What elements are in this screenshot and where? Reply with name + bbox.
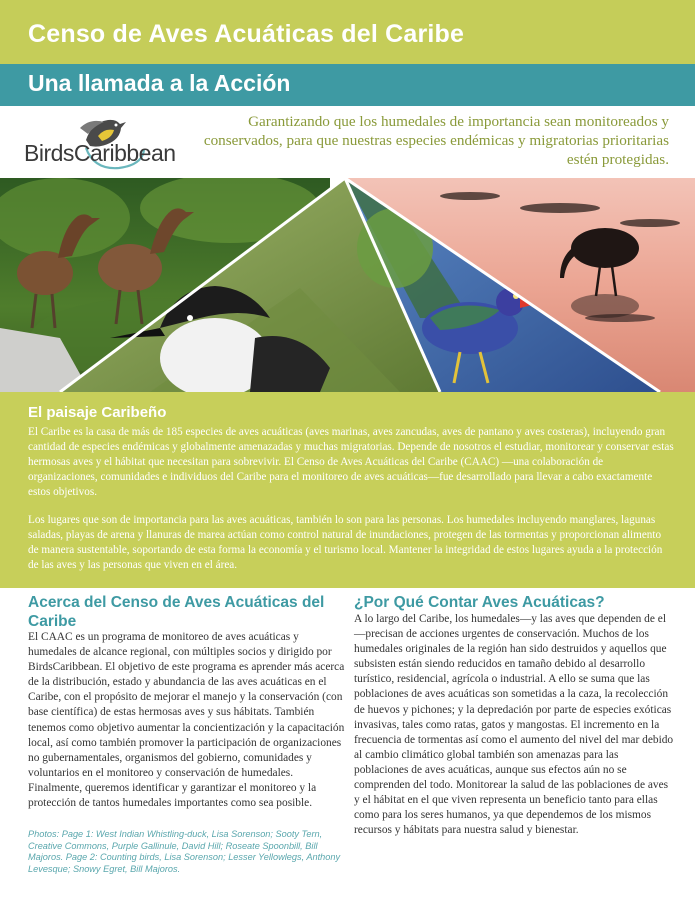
paisaje-paragraph-2: Los lugares que son de importancia para las aves acuáticas, también lo son para las personas. Los humedales incluyendo manglares, lagunas saladas, playas de arena y llanuras de marea actúan como control natural de inundaciones, protegen de las tormentas y proporcionan alimento de manera sustentable, soportando de esta forma la economía y el turismo local. Mantener la integridad de estos lugares ayuda a la protección de las aves y las personas que viven en el área. bbox=[28, 514, 663, 571]
photo-collage bbox=[0, 178, 695, 392]
page-title: Censo de Aves Acuáticas del Caribe bbox=[28, 20, 465, 48]
page-subtitle: Una llamada a la Acción bbox=[28, 70, 291, 96]
tagline: Garantizando que los humedales de importancia sean monitoreados y conservados, para que nuestras especies endémicas y migratorias prioritarias estén protegidas. bbox=[203, 113, 669, 168]
paisaje-heading: El paisaje Caribeño bbox=[28, 404, 167, 421]
paisaje-paragraph-1: El Caribe es la casa de más de 185 especies de aves acuáticas (aves marinas, aves zancudas, aves de pantano y aves costeras), incluyendo gran cantidad de especies endémicas y globalmente amenazadas y muchas migratorias. Depende de nosotros el estudiar, monitorear y conservar estas hermosas aves y el hábitat que necesitan para sobrevivir. El Censo de Aves Acuáticas del Caribe (CAAC) —una colaboración de organizaciones, comunidades e individuos del Caribe para el monitoreo de aves acuáticas—fue desarrollado para llevar a cabo exactamente estos objetivos. bbox=[28, 426, 674, 498]
porque-paragraph: A lo largo del Caribe, los humedales—y las aves que dependen de el—precisan de acciones urgentes de conservación. Muchos de los humedales originales de la región han sido destruidos y aquellos que subsisten están siendo reducidos en tamaño debido al desarrollo turístico, residencial, agrícola o industrial. A ello se suma que las poblaciones de aves acuáticas son sometidas a la caza, la recolección de huevos y pichones; y la depredación por parte de especies exóticas invasivas, tales como ratas, gatos y mangostas. El incremento en la frecuencia de tormentas así como el aumento del nivel del mar debido al cambio climático global también son amenazas para las poblaciones de aves acuáticas, aunque sus efectos aún no se comprenden del todo. Monitorear la salud de las poblaciones de aves y el hábitat en el que viven representa un beneficio tanto para ellas como para los seres humanos, ya que dependemos de los mismos recursos y hábitats para nuestra salud y bienestar. bbox=[354, 613, 674, 837]
birdscaribbean-logo bbox=[24, 110, 194, 175]
photo-credits: Photos: Page 1: West Indian Whistling-duck, Lisa Sorenson; Sooty Tern, Creative Commons, Purple Gallinule, David Hill; Roseate Spoonbill, Bill Majoros. Page 2: Counting birds, Lisa Sorenson; Lesser Yellowlegs, Anthony Levesque; Snowy Egret, Bill Majoros. bbox=[28, 829, 341, 874]
acerca-paragraph: El CAAC es un programa de monitoreo de aves acuáticas y humedales de alcance regional, con múltiples socios y dirigido por BirdsCaribbean. El objetivo de este programa es aprender más acerca de la distribución, estado y abundancia de las aves acuáticas en el Caribe, con el propósito de mejorar el manejo y la conservación (con base científica) de estas hermosas aves y sus hábitats. También tenemos como objetivo aumentar la concientización y la capacitación local, así como también promover la participación de organizaciones no gubernamentales, organismos del gobierno, comunidades y voluntarios en el monitoreo y conservación de humedales. Finalmente, queremos identificar y garantizar el monitoreo y la protección de tantos humedales importantes como sea posible. bbox=[28, 631, 345, 810]
acerca-heading: Acerca del Censo de Aves Acuáticas del Caribe bbox=[28, 594, 325, 630]
logo-wordmark: BirdsCaribbean bbox=[24, 140, 176, 166]
porque-heading: ¿Por Qué Contar Aves Acuáticas? bbox=[354, 594, 605, 611]
